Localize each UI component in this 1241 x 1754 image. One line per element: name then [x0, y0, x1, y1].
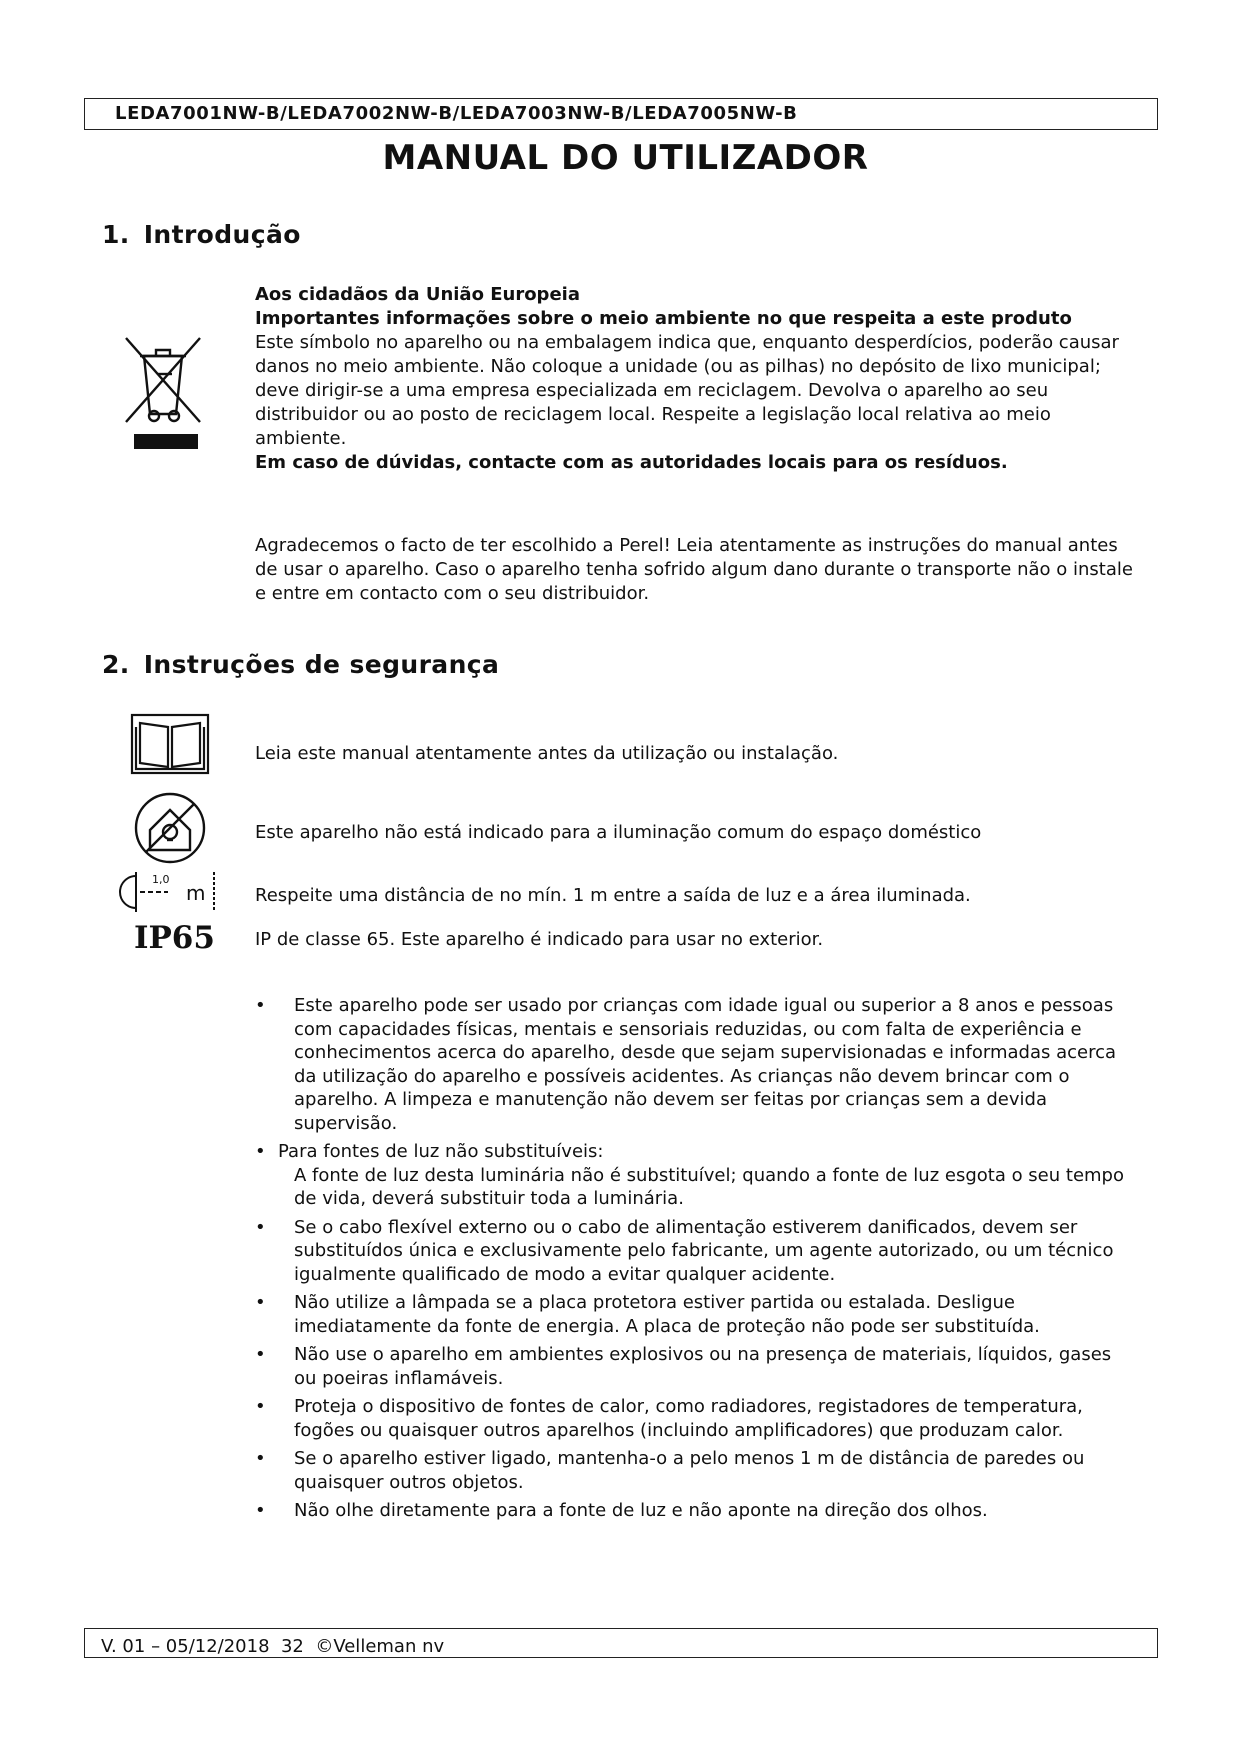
environment-text: Este símbolo no aparelho ou na embalagem indica que, enquanto desperdícios, poderão causar danos no meio ambiente. Não coloque a unidade (ou as pilhas) no depósito de lixo municipal; deve dirigir-se a uma empresa especializada em reciclagem. Devolva o aparelho ao seu distribuidor ou ao posto de reciclagem local. Respeite a legislação local relativa ao meio ambiente.	[255, 332, 1119, 449]
section-intro-title	[102, 220, 301, 249]
distance-unit: m	[186, 881, 206, 905]
section-title-text: Instruções de segurança	[143, 650, 500, 679]
footer-text: V. 01 – 05/12/2018 32 ©Velleman nv	[101, 1636, 445, 1657]
thanks-paragraph	[255, 534, 1135, 606]
model-header	[84, 98, 1158, 130]
environment-contact: Em caso de dúvidas, contacte com as autoridades locais para os resíduos.	[255, 452, 1008, 473]
model-list: LEDA7001NW-B/LEDA7002NW-B/LEDA7003NW-B/LEDA7005NW-B	[115, 103, 798, 124]
environment-info	[255, 283, 1135, 475]
page-title: MANUAL DO UTILIZADOR	[382, 138, 869, 178]
safety-ip-class: IP de classe 65. Este aparelho é indicado para usar no exterior.	[255, 929, 824, 950]
section-number: 1.	[102, 220, 130, 249]
no-household-lighting-icon	[132, 790, 208, 866]
weee-bin-icon	[120, 334, 210, 454]
eu-heading: Aos cidadãos da União Europeia	[255, 284, 580, 305]
ip65-label: IP65	[134, 920, 215, 956]
thanks-text: Agradecemos o facto de ter escolhido a Perel! Leia atentamente as instruções do manual antes de usar o aparelho. Caso o aparelho tenha sofrido algum dano durante o transporte não o instale e entre em contacto com o seu distribuidor.	[255, 535, 1133, 604]
list-item: • Não olhe diretamente para a fonte de luz e não aponte na direção dos olhos.	[255, 1500, 988, 1521]
distance-value: 1,0	[152, 873, 170, 886]
list-item: • Não use o aparelho em ambientes explosivos ou na presença de materiais, líquidos, gases ou poeiras inflamáveis.	[255, 1344, 1112, 1389]
safety-not-household: Este aparelho não está indicado para a iluminação comum do espaço doméstico	[255, 822, 982, 843]
list-item: • Não utilize a lâmpada se a placa protetora estiver partida ou estalada. Desligue imediatamente da fonte de energia. A placa de proteção não pode ser substituída.	[255, 1292, 1040, 1337]
read-manual-book-icon	[130, 713, 210, 775]
list-item: • Proteja o dispositivo de fontes de calor, como radiadores, registadores de temperatura, fogões ou quaisquer outros aparelhos (incluindo amplificadores) que produzam calor.	[255, 1396, 1083, 1441]
minimum-distance-icon	[118, 868, 218, 916]
section-number: 2.	[102, 650, 130, 679]
list-item: • Este aparelho pode ser usado por crianças com idade igual ou superior a 8 anos e pessoas com capacidades físicas, mentais e sensoriais reduzidas, ou com falta de experiência e conhecimentos acerca do aparelho, desde que sejam supervisionadas e informadas acerca da utilização do aparelho e possíveis acidentes. As crianças não devem brincar com o aparelho. A limpeza e manutenção não devem ser feitas por crianças sem a devida supervisão.	[255, 995, 1117, 1134]
environment-heading: Importantes informações sobre o meio ambiente no que respeita a este produto	[255, 308, 1072, 329]
list-item: • Para fontes de luz não substituíveis: A fonte de luz desta luminária não é substituível; quando a fonte de luz esgota o seu tempo de vida, deverá substituir toda a luminária.	[255, 1141, 1124, 1209]
section-title-text: Introdução	[143, 220, 301, 249]
list-item: • Se o aparelho estiver ligado, mantenha-o a pelo menos 1 m de distância de paredes ou quaisquer outros objetos.	[255, 1448, 1085, 1493]
page-footer	[84, 1628, 1158, 1658]
safety-read-manual: Leia este manual atentamente antes da utilização ou instalação.	[255, 743, 839, 764]
list-item: • Se o cabo flexível externo ou o cabo de alimentação estiverem danificados, devem ser substituídos única e exclusivamente pelo fabricante, um agente autorizado, ou um técnico igualmente qualificado de modo a evitar qualquer acidente.	[255, 1216, 1114, 1285]
section-safety-title	[102, 650, 499, 679]
safety-distance: Respeite uma distância de no mín. 1 m entre a saída de luz e a área iluminada.	[255, 885, 971, 906]
safety-bullet-list	[255, 994, 1135, 1528]
